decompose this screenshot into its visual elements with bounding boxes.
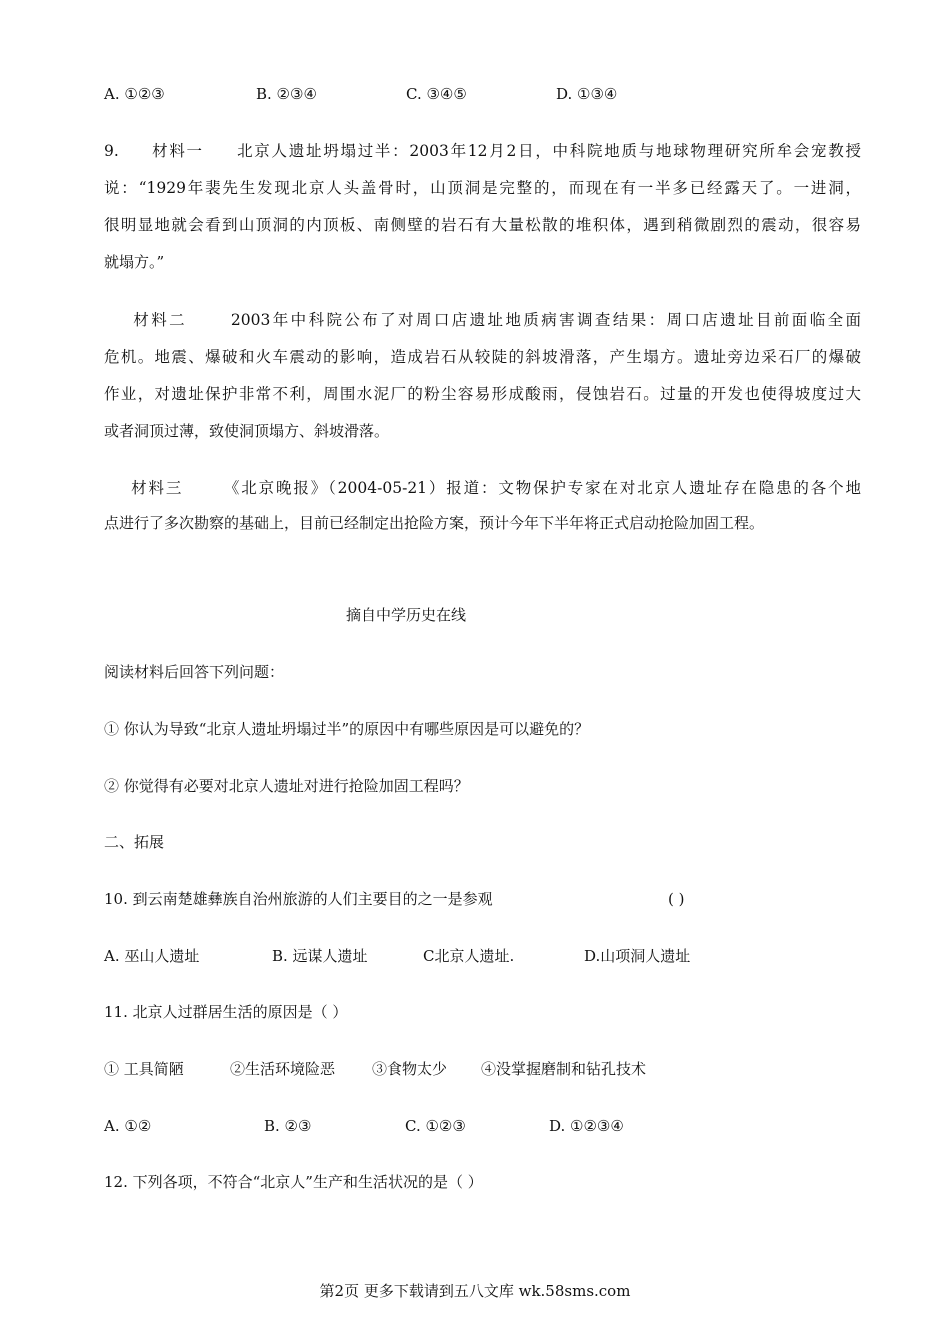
- q8-option-b: B. ②③④: [256, 85, 317, 103]
- q10-option-c: C北京人遗址.: [423, 947, 515, 965]
- page-footer: 第2页 更多下载请到五八文库 wk.58sms.com: [319, 1282, 631, 1300]
- q11-stem: 11. 北京人过群居生活的原因是（ ）: [104, 1003, 348, 1021]
- q8-option-c: C. ③④⑤: [406, 85, 467, 103]
- paragraph-line: 危机。地震、爆破和火车震动的影响，造成岩石从较陡的斜坡滑落，产生塌方。遗址旁边采石厂的爆破: [104, 348, 861, 366]
- q11-option-d: D. ①②③④: [549, 1117, 624, 1135]
- paragraph-line: 很明显地就会看到山顶洞的内顶板、南侧壁的岩石有大量松散的堆积体，遇到稍微剧烈的震动，很容易: [104, 216, 861, 234]
- paragraph-line: 或者洞顶过薄，致使洞顶塌方、斜坡滑落。: [104, 422, 390, 440]
- paragraph-line: 材料二 2003年中科院公布了对周口店遗址地质病害调查结果：周口店遗址目前面临全面: [104, 311, 861, 329]
- q11-option-b: B. ②③: [264, 1117, 312, 1135]
- paragraph-line: 9. 材料一 北京人遗址坍塌过半：2003年12月2日，中科院地质与地球物理研究所牟会宠教授: [104, 142, 861, 160]
- paragraph-line: 作业，对遗址保护非常不利，周围水泥厂的粉尘容易形成酸雨，侵蚀岩石。过量的开发也使得坡度过大: [104, 385, 861, 403]
- paragraph-line: 就塌方。”: [104, 253, 165, 271]
- q10-option-a: A. 巫山人遗址: [104, 947, 200, 965]
- sub-question-2: ② 你觉得有必要对北京人遗址对进行抢险加固工程吗？: [104, 777, 469, 795]
- section-title: 二、拓展: [104, 833, 165, 851]
- q11-item-1: ① 工具简陋: [104, 1060, 184, 1078]
- instruction: 阅读材料后回答下列问题：: [104, 663, 285, 681]
- q11-item-4: ④没掌握磨制和钻孔技术: [481, 1060, 647, 1078]
- q10-stem: 10. 到云南楚雄彝族自治州旅游的人们主要目的之一是参观: [104, 890, 493, 908]
- q11-option-c: C. ①②③: [405, 1117, 466, 1135]
- q10-option-d: D.山项洞人遗址: [584, 947, 691, 965]
- sub-question-1: ① 你认为导致“北京人遗址坍塌过半”的原因中有哪些原因是可以避免的？: [104, 720, 590, 738]
- paragraph-line: 点进行了多次勘察的基础上，目前已经制定出抢险方案，预计今年下半年将正式启动抢险加固工程。: [104, 514, 765, 532]
- q11-item-3: ③食物太少: [372, 1060, 448, 1078]
- paragraph-line: 材料三 《北京晚报》（2004-05-21）报道：文物保护专家在对北京人遗址存在隐患的各个地: [104, 479, 861, 497]
- q11-option-a: A. ①②: [104, 1117, 152, 1135]
- source-credit: 摘自中学历史在线: [346, 606, 467, 624]
- q8-option-a: A. ①②③: [104, 85, 165, 103]
- q10-option-b: B. 远谋人遗址: [272, 947, 368, 965]
- q10-answer-bracket: ( ): [668, 890, 685, 908]
- paragraph-line: 说：“1929年裴先生发现北京人头盖骨时，山顶洞是完整的，而现在有一半多已经露天了。一进洞，: [104, 179, 861, 197]
- q11-item-2: ②生活环境险恶: [230, 1060, 336, 1078]
- q8-option-d: D. ①③④: [556, 85, 618, 103]
- q12-stem: 12. 下列各项，不符合“北京人”生产和生活状况的是（ ）: [104, 1173, 483, 1191]
